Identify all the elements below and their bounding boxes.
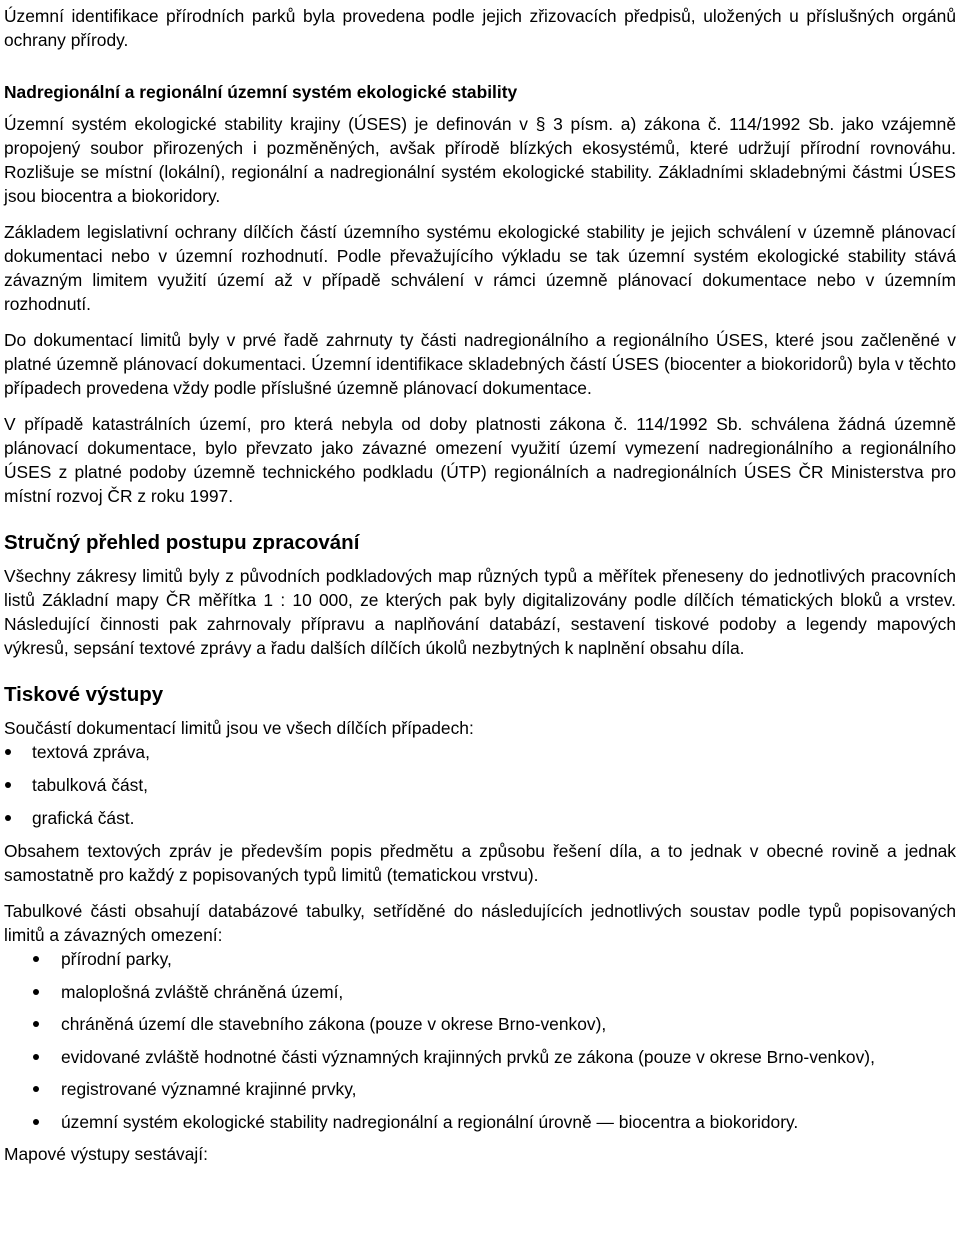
- bullet-icon: [33, 1086, 39, 1092]
- list-item: [4, 806, 956, 830]
- list-item: [4, 1045, 956, 1069]
- list-item-label: textová zpráva,: [32, 742, 150, 762]
- list-item-label: grafická část.: [32, 808, 135, 828]
- paragraph-uses-definition: Územní systém ekologické stability krajiny (ÚSES) je definován v § 3 písm. a) zákona č. 114/1992 Sb. jako vzájemně propojený soubor přirozených i pozměněných, avšak přírodě blízkých ekosystémů, které udržují přírodní rovnováhu. Rozlišuje se místní (lokální), regionální a nadregionální systém ekologické stability. Základními skladebnými částmi ÚSES jsou biocentra a biokoridory.: [4, 114, 956, 206]
- list-item-label: tabulková část,: [32, 775, 149, 795]
- heading-overview: Stručný přehled postupu zpracování: [4, 531, 360, 554]
- list-item-label: územní systém ekologické stability nadregionální a regionální úrovně — biocentra a biokoridory.: [61, 1111, 799, 1132]
- list-item-label: registrované významné krajinné prvky,: [61, 1079, 357, 1099]
- subheading-uses: Nadregionální a regionální územní systém ekologické stability: [4, 82, 518, 102]
- list-item: [4, 947, 956, 971]
- list-item: [4, 740, 956, 764]
- list-item-label: chráněná území dle stavebního zákona (pouze v okrese Brno-venkov),: [61, 1014, 607, 1034]
- list-item-label: evidované zvláště hodnotné části významných krajinných prvků ze zákona (pouze v okrese Brno-venkov),: [61, 1046, 875, 1067]
- paragraph-outputs-intro: Součástí dokumentací limitů jsou ve všech dílčích případech:: [4, 718, 474, 738]
- bullet-icon: [33, 1119, 39, 1125]
- bullet-icon: [33, 1054, 39, 1060]
- paragraph-nature-parks: Územní identifikace přírodních parků byla provedena podle jejich zřizovacích předpisů, uložených u příslušných orgánů ochrany přírody.: [4, 6, 956, 50]
- paragraph-tables-intro: Tabulkové části obsahují databázové tabulky, setříděné do následujících jednotlivých soustav podle typů popisovaných limitů a závazných omezení:: [4, 901, 956, 945]
- bullet-icon: [33, 1021, 39, 1027]
- paragraph-text-reports: Obsahem textových zpráv je především popis předmětu a způsobu řešení díla, a to jednak v obecné rovině a jednak samostatně pro každý z popisovaných typů limitů (tematickou vrstvu).: [4, 841, 956, 885]
- bullet-icon: [5, 815, 11, 821]
- bullet-icon: [5, 749, 11, 755]
- documentation-parts-list: [4, 740, 956, 830]
- bullet-icon: [33, 956, 39, 962]
- bullet-icon: [5, 782, 11, 788]
- document-page: [4, 0, 956, 1166]
- heading-print-outputs: Tiskové výstupy: [4, 683, 164, 706]
- paragraph-documentation-scope: Do dokumentací limitů byly v prvé řadě zahrnuty ty části nadregionálního a regionálního ÚSES, které jsou začleněné v platné územně plánovací dokumentaci. Územní identifikace skladebných částí ÚSES (biocenter a biokoridorů) byla v těchto případech provedena vždy podle příslušné územně plánovací dokumentace.: [4, 330, 956, 398]
- list-item: [4, 980, 956, 1004]
- paragraph-legislative-protection: Základem legislativní ochrany dílčích částí územního systému ekologické stability je jejich schválení v územně plánovací dokumentaci nebo v územní rozhodnutí. Podle převažujícího výkladu se tak územní systém ekologické stability stává závazným limitem využití území až v případě schválení v rámci územně plánovací dokumentace nebo v územním rozhodnutí.: [4, 222, 956, 314]
- paragraph-map-outputs: Mapové výstupy sestávají:: [4, 1144, 208, 1164]
- list-item-label: přírodní parky,: [61, 949, 172, 969]
- paragraph-cadastral-areas: V případě katastrálních území, pro která nebyla od doby platnosti zákona č. 114/1992 Sb. schválena žádná územně plánovací dokumentace, bylo převzato jako závazné omezení využití území vymezení nadregionálního a regionálního ÚSES z platné podoby územně technického podkladu (ÚTP) regionálních a nadregionálních ÚSES ČR Ministerstva pro místní rozvoj ČR z roku 1997.: [4, 414, 956, 506]
- list-item-label: maloplošná zvláště chráněná území,: [61, 981, 344, 1002]
- list-item: [4, 1012, 956, 1036]
- limit-types-list: [4, 947, 956, 1134]
- bullet-icon: [33, 989, 39, 995]
- list-item: [4, 1110, 956, 1134]
- list-item: [4, 1077, 956, 1101]
- paragraph-overview: Všechny zákresy limitů byly z původních podkladových map různých typů a měřítek přeneseny do jednotlivých pracovních listů Základní mapy ČR měřítka 1 : 10 000, ze kterých pak byly digitalizovány podle dílčích tématických bloků a vrstev. Následující činnosti pak zahrnovaly přípravu a naplňování databází, sestavení tiskové podoby a legendy mapových výkresů, sepsání textové zprávy a řadu dalších dílčích úkolů nezbytných k naplnění obsahu díla.: [4, 566, 956, 658]
- list-item: [4, 773, 956, 797]
